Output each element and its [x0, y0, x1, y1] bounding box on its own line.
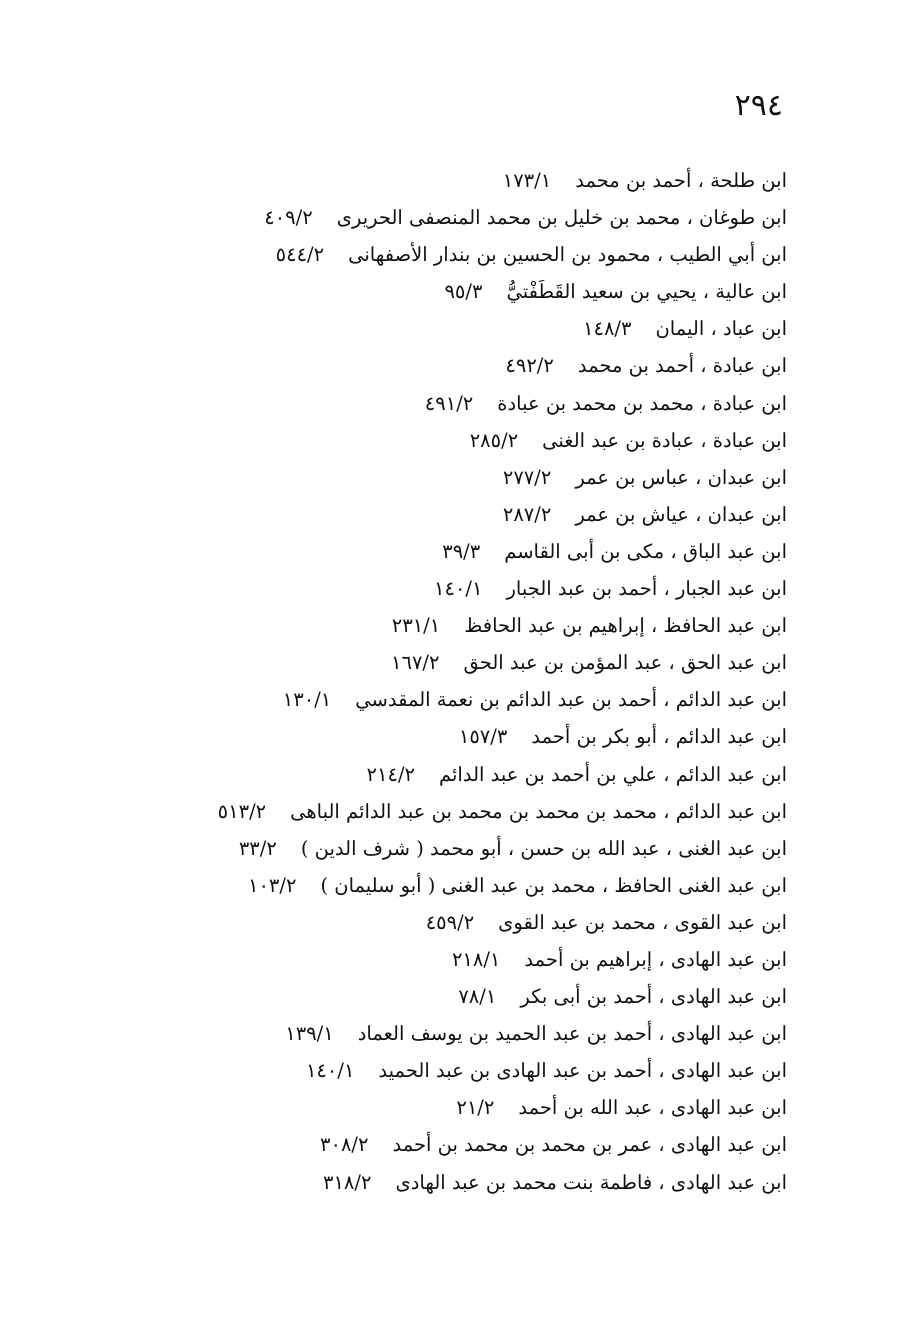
entry-reference: ١٤٠/١ [434, 577, 483, 601]
entry-name: ابن عبادة ، عبادة بن عبد الغنى [542, 428, 787, 452]
entry-reference: ٢٧٧/٢ [502, 465, 552, 489]
entry-reference: ٤٠٩/٢ [264, 206, 313, 230]
entry-name: ابن أبي الطيب ، محمود بن الحسين بن بندار الأصفهانى [348, 243, 787, 267]
entry-reference: ٥١٣/٢ [217, 799, 267, 823]
index-entry [87, 867, 787, 904]
entry-reference: ١٤٨/٣ [583, 317, 632, 341]
entry-reference: ١٧٣/١ [502, 169, 552, 192]
entry-name: ابن عبد الهادى ، فاطمة بنت محمد بن عبد الهادى [395, 1170, 787, 1194]
index-entry [87, 1126, 787, 1163]
entry-name: ابن عبد الغنى ، عبد الله بن حسن ، أبو محمد ( شرف الدين ) [300, 836, 787, 860]
index-entry [87, 422, 787, 459]
entry-reference: ٤٥٩/٢ [425, 910, 475, 934]
index-entry [87, 347, 787, 384]
entry-reference: ٢٣١/١ [391, 614, 441, 638]
index-entry [87, 162, 787, 199]
index-entry [87, 978, 787, 1015]
page-number: ٢٩٤ [734, 88, 783, 123]
index-entry [87, 681, 787, 718]
entry-name: ابن عبد الغنى الحافظ ، محمد بن عبد الغنى ( أبو سليمان ) [320, 873, 787, 897]
entry-reference: ٢٨٧/٢ [502, 502, 552, 526]
index-entry [87, 644, 787, 681]
entry-reference: ٩٥/٣ [444, 280, 483, 304]
entry-name: ابن عبد القوى ، محمد بن عبد القوى [498, 910, 787, 934]
index-entry [87, 756, 787, 793]
entry-name: ابن عالية ، يحيي بن سعيد القَطَفْتيُّ [506, 280, 787, 304]
entry-name: ابن عبد الحافظ ، إبراهيم بن عبد الحافظ [464, 614, 787, 638]
entry-reference: ١٠٣/٢ [247, 873, 297, 897]
entry-name: ابن طلحة ، أحمد بن محمد [575, 169, 787, 192]
entry-name: ابن عبد الدائم ، أبو بكر بن أحمد [531, 725, 787, 749]
index-entry [87, 459, 787, 496]
entry-name: ابن عبد الهادى ، عمر بن محمد بن محمد بن أحمد [392, 1133, 787, 1157]
entry-name: ابن عبد الحق ، عبد المؤمن بن عبد الحق [463, 651, 787, 675]
index-entry [87, 1164, 787, 1201]
entry-name: ابن عبادة ، أحمد بن محمد [577, 354, 787, 378]
entry-reference: ٤٩٢/٢ [505, 354, 554, 378]
entry-name: ابن عبد الدائم ، محمد بن محمد بن محمد بن عبد الدائم الباهى [290, 799, 787, 823]
index-entry [87, 607, 787, 644]
entry-reference: ١٣٠/١ [282, 688, 332, 712]
entry-name: ابن عبدان ، عياش بن عمر [575, 502, 787, 526]
index-entry [87, 1052, 787, 1089]
entry-reference: ٣١٨/٢ [322, 1170, 372, 1194]
index-entry [87, 904, 787, 941]
entry-reference: ٢١٨/١ [451, 947, 501, 971]
entry-name: ابن عبد الدائم ، علي بن أحمد بن عبد الدائم [439, 762, 787, 786]
entry-reference: ٣٠٨/٢ [320, 1133, 369, 1157]
entry-name: ابن عباد ، اليمان [655, 317, 787, 341]
entry-name: ابن عبد الهادى ، عبد الله بن أحمد [518, 1096, 787, 1120]
index-entry [87, 273, 787, 310]
index-entry [87, 1089, 787, 1126]
index-entry [87, 533, 787, 570]
entry-name: ابن طوغان ، محمد بن خليل بن محمد المنصفى الحريرى [336, 206, 787, 230]
index-entry [87, 385, 787, 422]
index-entry [87, 793, 787, 830]
index-entry [87, 941, 787, 978]
index-entry [87, 496, 787, 533]
entry-name: ابن عبدان ، عباس بن عمر [575, 465, 787, 489]
entry-reference: ١٣٩/١ [285, 1022, 334, 1046]
entry-reference: ٢١٤/٢ [366, 762, 416, 786]
index-entry [87, 570, 787, 607]
entry-name: ابن عبد الهادى ، أحمد بن عبد الحميد بن يوسف العماد [357, 1022, 787, 1046]
entry-reference: ٢٨٥/٢ [469, 428, 519, 452]
entry-name: ابن عبد الجبار ، أحمد بن عبد الجبار [506, 577, 787, 601]
index-entry [87, 236, 787, 273]
entry-reference: ٣٣/٢ [238, 836, 277, 860]
entry-name: ابن عبد الهادى ، أحمد بن أبى بكر [520, 985, 787, 1009]
entry-reference: ٧٨/١ [458, 985, 497, 1009]
entry-reference: ٥٤٤/٢ [275, 243, 325, 267]
entry-reference: ١٤٠/١ [305, 1059, 355, 1083]
index-entry [87, 1015, 787, 1052]
index-entry-list [87, 162, 787, 1201]
entry-name: ابن عبد الباق ، مكى بن أبى القاسم [504, 539, 787, 563]
entry-name: ابن عبادة ، محمد بن محمد بن عبادة [497, 391, 787, 415]
index-entry [87, 718, 787, 755]
entry-name: ابن عبد الهادى ، أحمد بن عبد الهادى بن عبد الحميد [378, 1059, 787, 1083]
index-entry [87, 199, 787, 236]
entry-reference: ٣٩/٣ [442, 539, 481, 563]
entry-name: ابن عبد الدائم ، أحمد بن عبد الدائم بن نعمة المقدسي [355, 688, 787, 712]
index-entry [87, 830, 787, 867]
index-entry [87, 310, 787, 347]
entry-reference: ٢١/٢ [456, 1096, 495, 1120]
entry-reference: ١٦٧/٢ [391, 651, 440, 675]
entry-name: ابن عبد الهادى ، إبراهيم بن أحمد [524, 947, 787, 971]
entry-reference: ٤٩١/٢ [424, 391, 474, 415]
entry-reference: ١٥٧/٣ [458, 725, 508, 749]
